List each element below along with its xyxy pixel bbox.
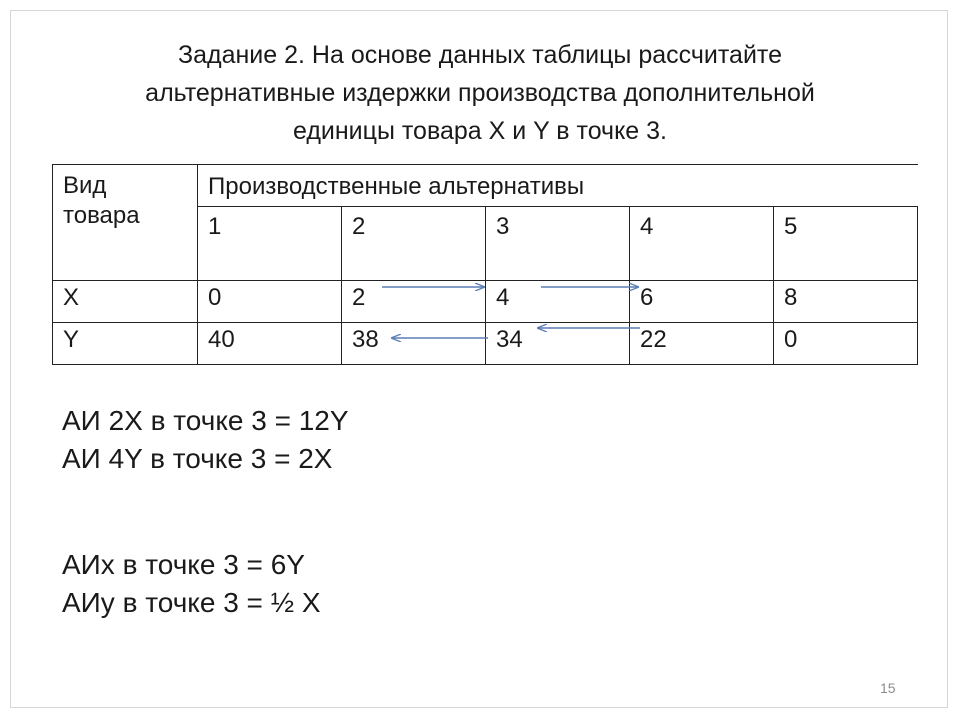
table-cell: 38 (342, 323, 486, 365)
row-label-y: Y (53, 323, 198, 365)
answers-spacer (62, 478, 349, 546)
table-header-row (53, 165, 918, 207)
title-line-3: единицы товара X и Y в точке 3. (292, 117, 668, 145)
task-title (80, 36, 880, 150)
answer-line-2: АИ 4Y в точке 3 = 2X (62, 443, 333, 474)
column-number: 4 (630, 207, 774, 281)
table-row-y (53, 323, 918, 365)
page-number: 15 (880, 680, 896, 696)
column-number: 1 (198, 207, 342, 281)
table-cell: 8 (774, 281, 918, 323)
table-cell: 0 (198, 281, 342, 323)
column-number: 3 (486, 207, 630, 281)
production-alternatives-table (52, 164, 918, 365)
answers-block (62, 402, 349, 622)
title-line-2: альтернативные издержки производства дополнительной (145, 79, 815, 107)
table-cell: 6 (630, 281, 774, 323)
table-cell: 0 (774, 323, 918, 365)
answer-line-4: АИу в точке 3 = ½ X (62, 587, 321, 618)
answer-line-1: АИ 2X в точке 3 = 12Y (62, 405, 349, 436)
table-cell: 2 (342, 281, 486, 323)
product-type-header-line-2: товара (63, 202, 140, 229)
alternatives-group-header: Производственные альтернативы (198, 165, 918, 207)
product-type-header (53, 165, 198, 281)
table-cell: 40 (198, 323, 342, 365)
product-type-header-line-1: Вид (63, 172, 107, 199)
table-cell: 34 (486, 323, 630, 365)
table-row-x (53, 281, 918, 323)
row-label-x: X (53, 281, 198, 323)
column-number: 2 (342, 207, 486, 281)
table-cell: 22 (630, 323, 774, 365)
title-line-1: Задание 2. На основе данных таблицы рассчитайте (178, 41, 782, 69)
table-cell: 4 (486, 281, 630, 323)
answer-line-3: АИх в точке 3 = 6Y (62, 549, 305, 580)
column-number: 5 (774, 207, 918, 281)
